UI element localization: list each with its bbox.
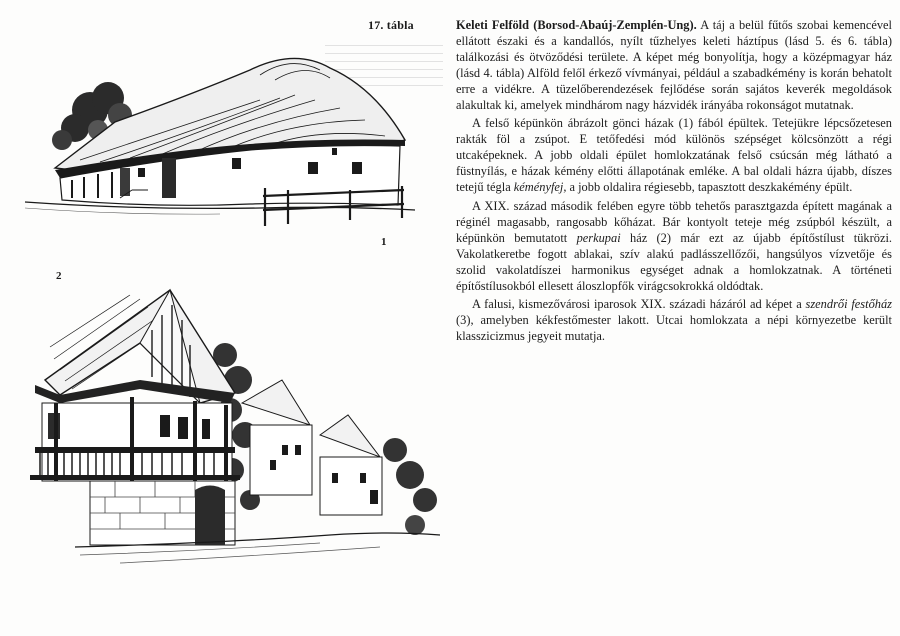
section-title: Keleti Felföld (Borsod-Abaúj-Zemplén-Ung). [456,18,697,32]
paragraph-3-text-b: ház (2) már ezt az újabb építőstílust tükrözi. Vakolatkeretbe fogott ablakai, szív alakú padlásszellőzői, hangsúlyos vízvetője és szolid vakolatdíszei harmonikus egységet adnak a homlokzatnak. A történeti építőstílusokból ellesett áloszlopfők virágcsokrokká oldódtak. [456,230,892,293]
plate-label: 17. tábla [368,18,414,32]
thatched-houses-illustration [20,40,420,240]
paragraph-2-text-b: a jobb oldalira régiesebb, tapasztott deszkakémény épült. [566,180,853,195]
paragraph-4-text-b: (3), amelyben kékfestőmester lakott. Utcai homlokzata a népi környezetbe került klasszicizmus jegyeit mutatja. [456,312,892,343]
paragraph-2-text-a: A felső képünkön ábrázolt gönci házak (1) fából épültek. Tetejükre lépcsőzetesen rakták föl a zsúpot. E tetőfedési mód különös szépséget kölcsönzött a régi utcaképeknek. A jobb oldali épület homlokzatának felső csúcsán még látható a füstnyílás, e házak kémény előtti állapotának emléke. A bal oldali házra újabb, díszes tetejű tégla [456,116,892,195]
paragraph-3-text-a: A XIX. század második felében egyre több tehetős parasztgazda épített magának a réginél magasabb, rangosabb kőházat. Bár kontyolt teteje még zsúpból készült, a képünkön bemutatott [456,198,892,245]
figure-number-1: 1 [381,236,387,248]
emphasis-perkupai: perkupai [576,230,621,245]
body-text [456,17,892,346]
paragraph-4 [456,296,892,344]
emphasis-kemenyfej: kéményfej, [513,180,567,195]
paragraph-1-text: A táj a belül fűtős szobai kemencével ellátott északi és a kandallós, nyílt tűzhelyes keleti háztípus (lásd 5. és 6. tábla) találkozási és ötvöződési területe. A képet még bonyolítja, hogy a középmagyar ház (lásd 4. tábla) Alföld felől érkező vívmányai, például a szabadkémény is korán behatolt erre a vidékre. A tüzelőberendezések fejlődése során sajátos keverék megoldások alakultak ki, amelyek mindhárom nagy házvidék irányába rokonságot mutatnak. [456,18,892,113]
figure-number-2: 2 [56,270,62,282]
paragraph-1 [456,17,892,113]
paragraph-4-text-a: A falusi, kismezővárosi iparosok XIX. századi házáról ad képet a [472,296,806,311]
emphasis-festohaz: szendrői festőház [805,296,892,311]
perkupa-house-illustration [20,285,445,570]
paragraph-2 [456,115,892,195]
paragraph-3 [456,198,892,294]
